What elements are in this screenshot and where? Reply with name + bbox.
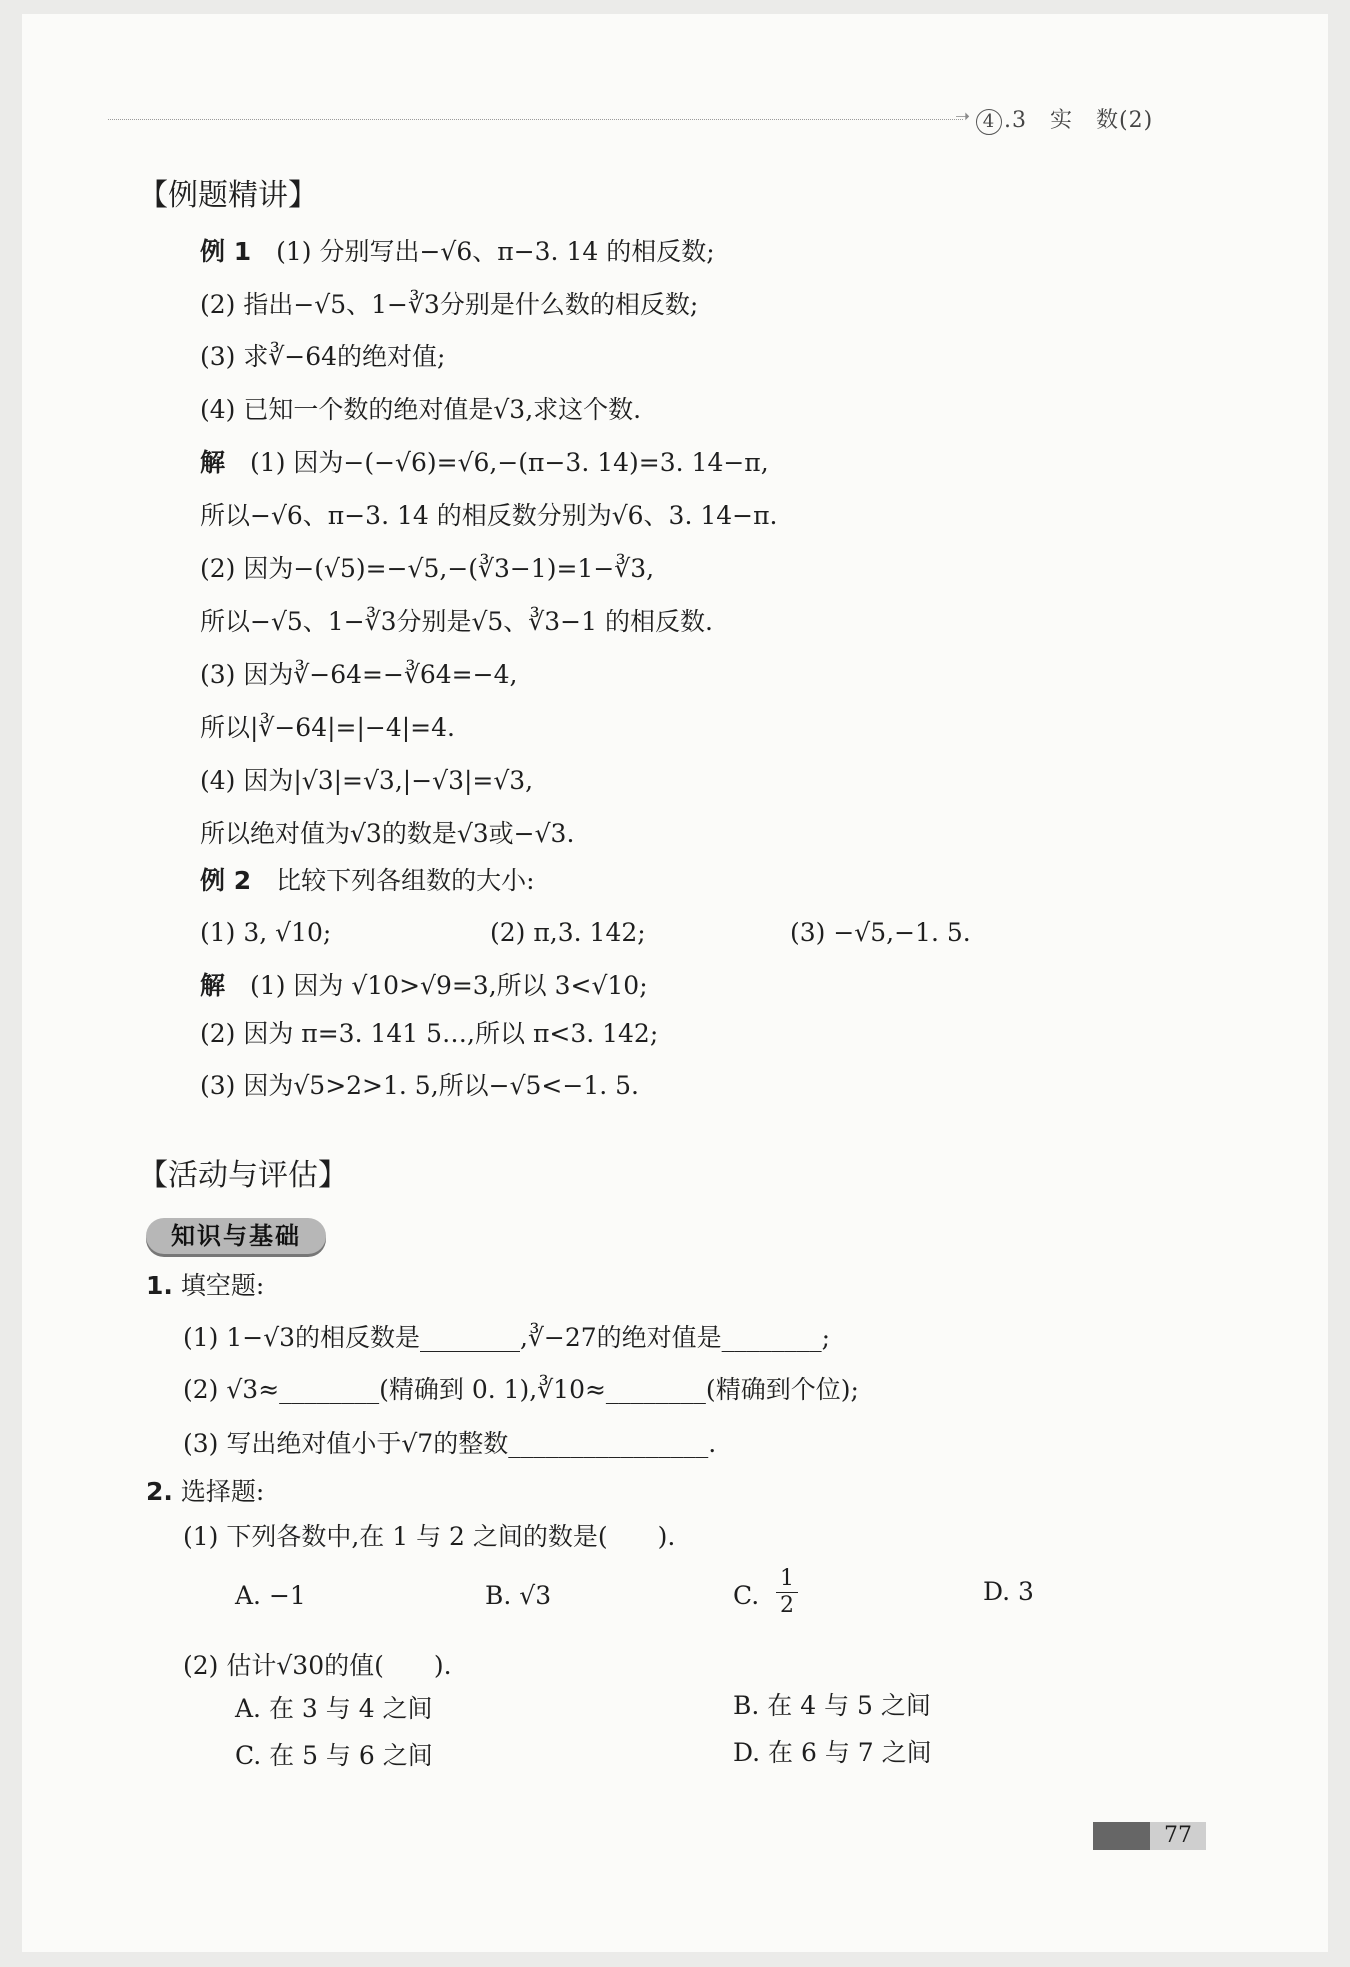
- q2-b-option-b: B. 在 4 与 5 之间: [733, 1691, 931, 1720]
- q2-a-option-c-line: [733, 1580, 759, 1612]
- ex1-s2b: 所以−√5、1−∛3分别是√5、∛3−1 的相反数.: [200, 607, 713, 636]
- ex1-s3a: (3) 因为∛−64=−∛64=−4,: [200, 660, 518, 689]
- q2-a-option-c: C.: [733, 1581, 760, 1610]
- fraction-one-half: [776, 1566, 798, 1619]
- q1-item-a: (1) 1−√3的相反数是________,∛−27的绝对值是________;: [183, 1323, 831, 1352]
- ex1-label: 例 1: [200, 237, 252, 266]
- ex2-s1-line: [200, 970, 648, 1002]
- ex2-p1: (1) 3, √10;: [200, 918, 332, 947]
- q1-title: 填空题:: [180, 1271, 265, 1300]
- q2-a-stem: (1) 下列各数中,在 1 与 2 之间的数是( ).: [183, 1522, 676, 1551]
- ex2-s3: (3) 因为√5>2>1. 5,所以−√5<−1. 5.: [200, 1071, 639, 1100]
- ex1-s4b: 所以绝对值为√3的数是√3或−√3.: [200, 819, 575, 848]
- ex1-solution-label: 解: [200, 448, 226, 477]
- ex1-s4a: (4) 因为|√3|=√3,|−√3|=√3,: [200, 766, 534, 795]
- ex2-prompt: 比较下列各组数的大小:: [276, 866, 535, 895]
- q2-number: 2.: [146, 1477, 173, 1506]
- section-title-activity: 【活动与评估】: [138, 1158, 348, 1193]
- q2-b-option-a: A. 在 3 与 4 之间: [235, 1694, 433, 1723]
- q2-b-stem: (2) 估计√30的值( ).: [183, 1651, 452, 1680]
- q2-title-line: [146, 1476, 264, 1508]
- q2-a-option-d: D. 3: [983, 1577, 1034, 1606]
- header-arrow-icon: ➝: [955, 106, 971, 127]
- ex1-s1a-line: [200, 447, 769, 479]
- ex1-s3b: 所以|∛−64|=|−4|=4.: [200, 713, 455, 742]
- page-number: 77: [1150, 1822, 1206, 1850]
- ex2-label: 例 2: [200, 866, 252, 895]
- ex1-q4: (4) 已知一个数的绝对值是√3,求这个数.: [200, 395, 642, 424]
- fraction-denominator: 2: [776, 1592, 798, 1619]
- ex2-s1: (1) 因为 √10>√9=3,所以 3<√10;: [250, 971, 648, 1000]
- ex1-s1b: 所以−√6、π−3. 14 的相反数分别为√6、3. 14−π.: [200, 501, 778, 530]
- q2-a-option-b: B. √3: [485, 1581, 552, 1610]
- q1-item-c: (3) 写出绝对值小于√7的整数________________.: [183, 1429, 717, 1458]
- ex2-s2: (2) 因为 π=3. 141 5…,所以 π<3. 142;: [200, 1019, 659, 1048]
- ex1-q2: (2) 指出−√5、1−∛3分别是什么数的相反数;: [200, 290, 699, 319]
- ex2-prompt-line: [200, 865, 535, 897]
- q1-title-line: [146, 1270, 264, 1302]
- q2-a-option-a: A. −1: [235, 1581, 306, 1610]
- section-title-examples: 【例题精讲】: [138, 178, 318, 213]
- ex1-q1: (1) 分别写出−√6、π−3. 14 的相反数;: [276, 237, 715, 266]
- knowledge-badge: 知识与基础: [146, 1218, 326, 1254]
- ex2-solution-label: 解: [200, 971, 226, 1000]
- fraction-numerator: 1: [780, 1566, 794, 1591]
- ex2-p2: (2) π,3. 142;: [490, 918, 646, 947]
- header-rule: [108, 119, 963, 120]
- ex1-q1-line: [200, 236, 715, 268]
- ex1-s2a: (2) 因为−(√5)=−√5,−(∛3−1)=1−∛3,: [200, 554, 655, 583]
- q2-title: 选择题:: [180, 1477, 265, 1506]
- ex1-q3: (3) 求∛−64的绝对值;: [200, 342, 446, 371]
- running-header-title: .3 实 数(2): [1004, 108, 1154, 133]
- chapter-number: 4: [976, 109, 1002, 135]
- ex1-s1a: (1) 因为−(−√6)=√6,−(π−3. 14)=3. 14−π,: [250, 448, 769, 477]
- q2-b-option-d: D. 在 6 与 7 之间: [733, 1738, 932, 1767]
- running-header: [976, 103, 1153, 135]
- ex2-p3: (3) −√5,−1. 5.: [790, 918, 971, 947]
- q1-item-b: (2) √3≈________(精确到 0. 1),∛10≈________(精确到个位);: [183, 1375, 859, 1404]
- q2-b-option-c: C. 在 5 与 6 之间: [235, 1741, 433, 1770]
- q1-number: 1.: [146, 1271, 173, 1300]
